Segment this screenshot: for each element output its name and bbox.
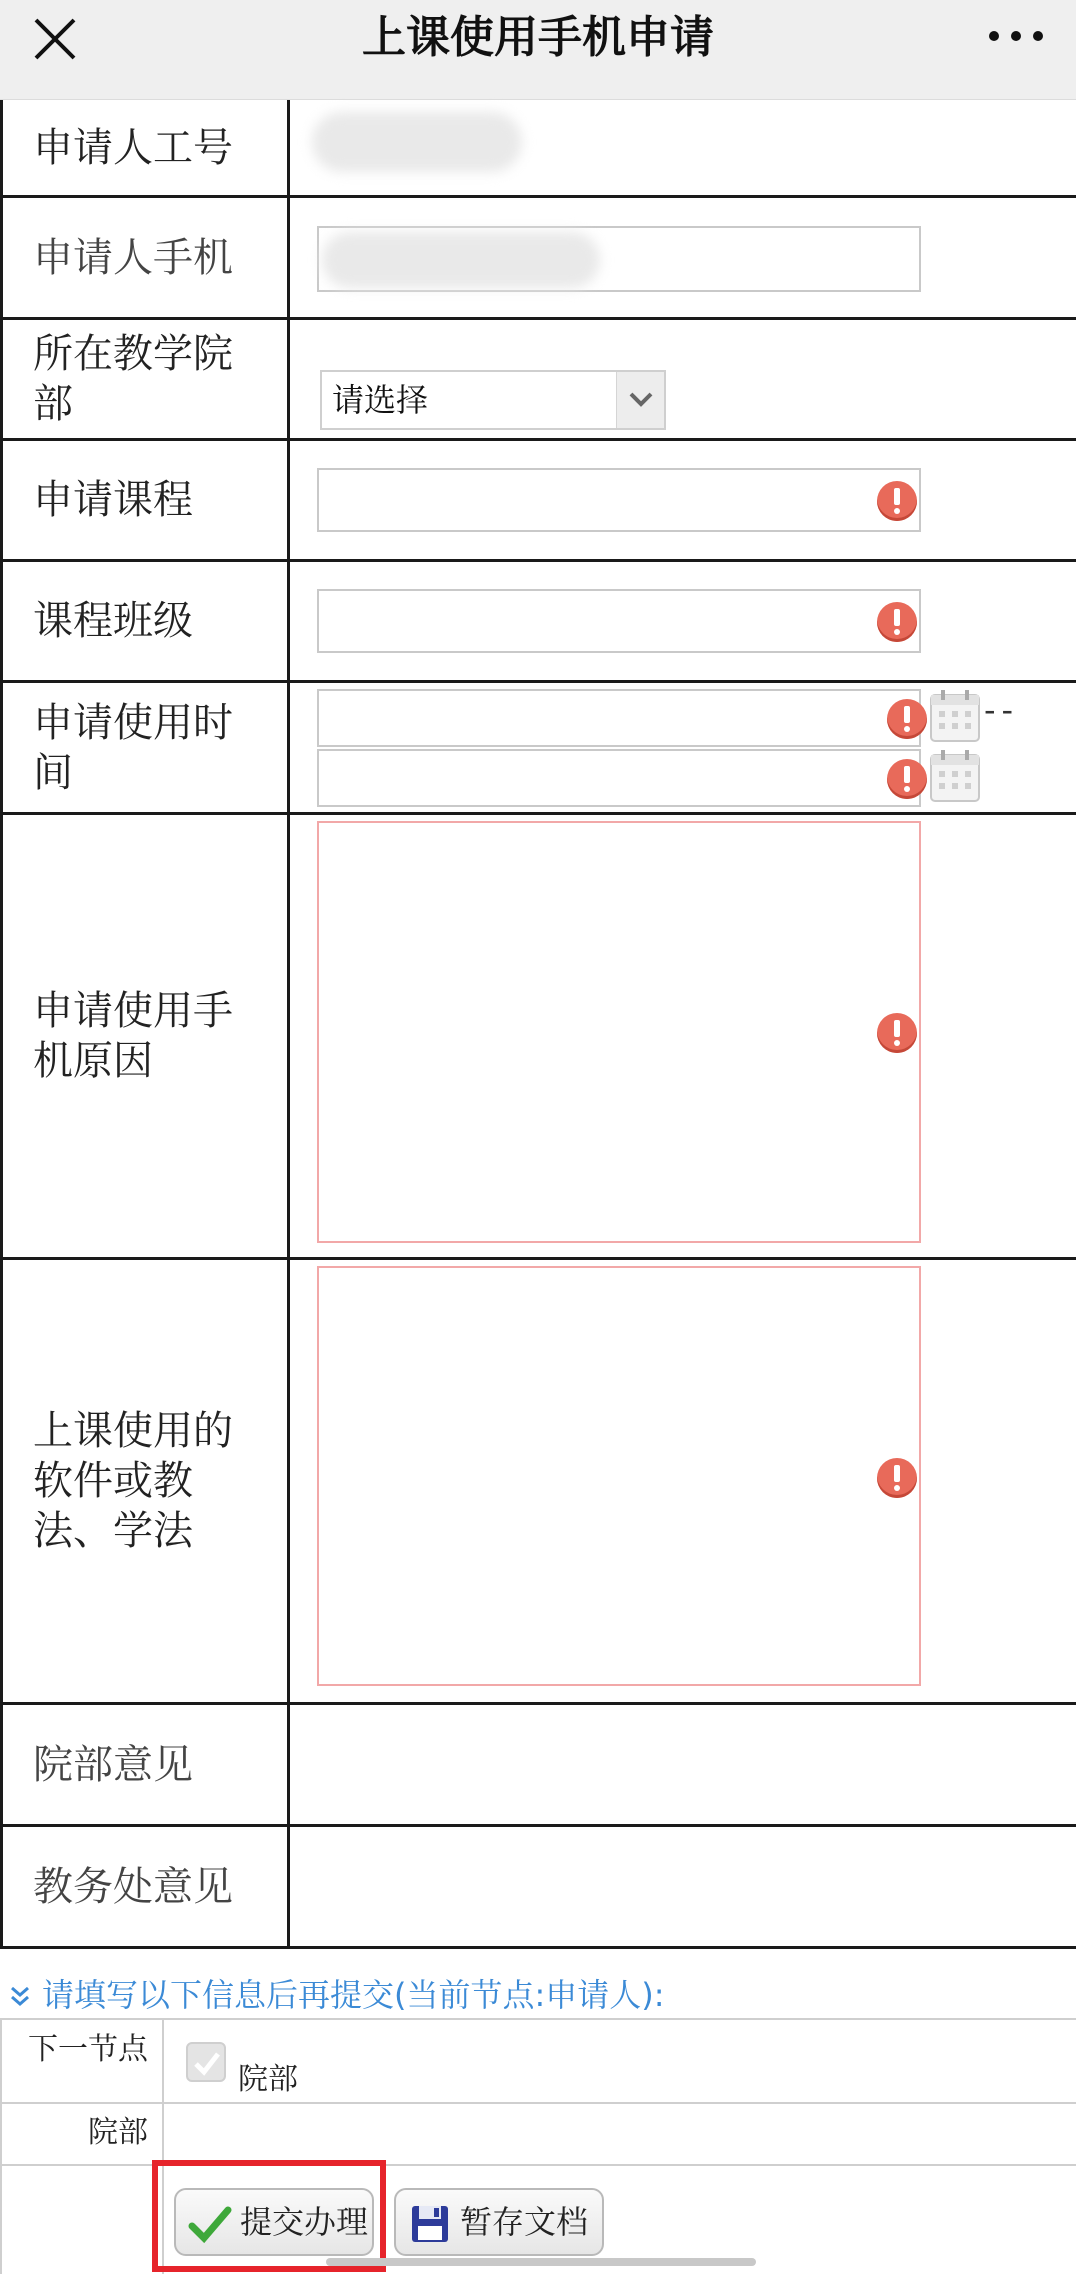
error-icon [877,481,917,521]
class-input[interactable] [317,589,921,653]
home-indicator [326,2258,756,2266]
start-time-input[interactable] [317,689,921,747]
course-input[interactable] [317,468,921,532]
row-department [0,320,1076,441]
row-dept [0,2104,1076,2166]
top-bar [0,0,1076,100]
row-phone [0,198,1076,320]
dept-opinion-value [290,1705,1076,1824]
floppy-disk-icon [408,2202,452,2246]
label-employee-id: 申请人工号 [0,100,290,195]
error-icon [877,602,917,642]
error-icon [887,759,927,799]
row-dept-opinion [0,1705,1076,1827]
more-icon[interactable] [986,18,1046,54]
save-draft-button[interactable] [394,2188,604,2256]
label-software-methods: 上课使用的软件或教法、学法 [0,1260,290,1702]
academic-office-opinion-value [290,1827,1076,1946]
row-class [0,562,1076,683]
redacted-value [312,112,522,172]
error-icon [887,699,927,739]
label-academic-office-opinion: 教务处意见 [0,1827,290,1946]
row-employee-id [0,100,1076,198]
label-phone: 申请人手机 [0,198,290,317]
error-icon [877,1013,917,1053]
label-class: 课程班级 [0,562,290,680]
department-select[interactable] [320,370,666,430]
reason-textarea[interactable] [317,821,921,1243]
label-department: 所在教学院部 [0,320,290,438]
save-draft-button-label: 暂存文档 [460,2203,589,2241]
submit-button-label: 提交办理 [240,2203,369,2241]
row-software-methods [0,1260,1076,1705]
row-reason [0,815,1076,1260]
label-course: 申请课程 [0,441,290,559]
row-course [0,441,1076,562]
redacted-value [322,232,600,288]
next-node-checkbox[interactable] [186,2042,226,2082]
checkmark-icon [192,2048,222,2078]
page-title: 上课使用手机申请 [362,12,714,63]
application-form [0,100,1076,1949]
label-reason: 申请使用手机原因 [0,815,290,1257]
row-usage-time [0,683,1076,815]
label-next-node: 下一节点 [0,2020,164,2102]
label-dept: 院部 [0,2104,164,2164]
row-next-node [0,2020,1076,2104]
next-node-option: 院部 [238,2062,298,2097]
calendar-icon[interactable] [929,749,981,803]
double-chevron-down-icon[interactable] [8,1982,32,2012]
calendar-icon[interactable] [929,689,981,743]
chevron-down-icon[interactable] [616,372,664,428]
department-select-value: 请选择 [332,381,429,419]
range-separator: -- [984,691,1020,729]
submit-highlight-box [152,2160,386,2272]
label-usage-time: 申请使用时间 [0,683,290,812]
label-dept-opinion: 院部意见 [0,1705,290,1824]
software-methods-textarea[interactable] [317,1266,921,1686]
end-time-input[interactable] [317,749,921,807]
workflow-tip-text: 请填写以下信息后再提交(当前节点:申请人): [42,1976,665,2014]
error-icon [877,1458,917,1498]
row-academic-office-opinion [0,1827,1076,1949]
workflow-tip [0,1975,1076,2015]
